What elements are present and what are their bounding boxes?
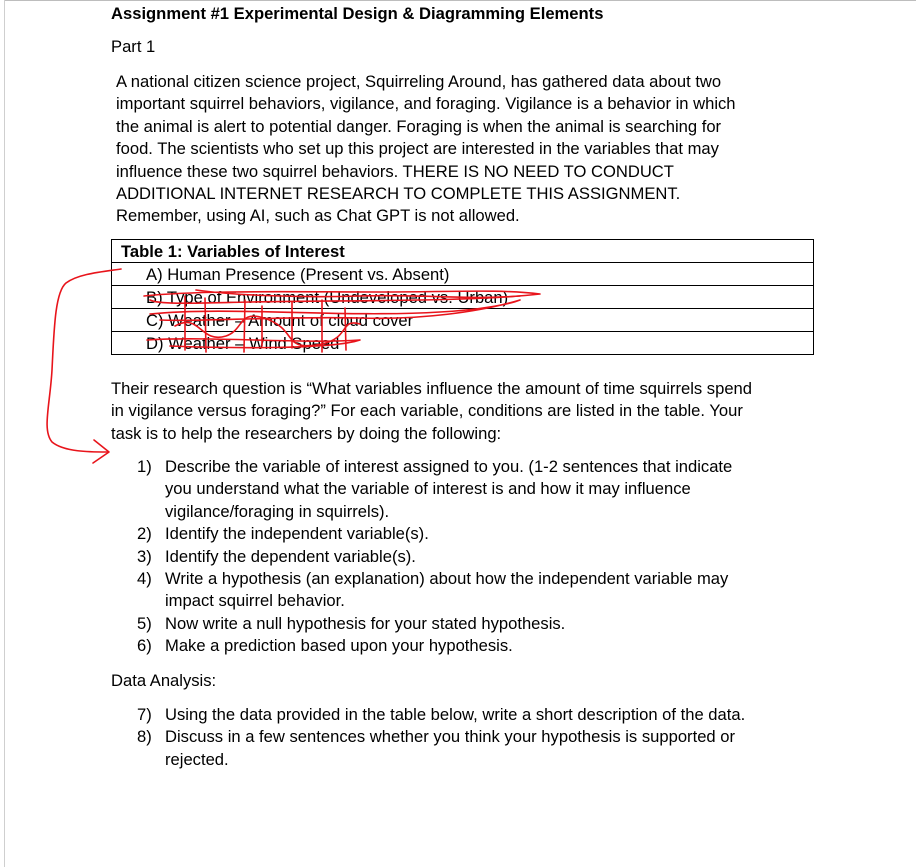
intro-line: important squirrel behaviors, vigilance, and foraging. Vigilance is a behavior in which	[116, 94, 736, 114]
task-number: 4)	[137, 569, 152, 589]
task-number: 6)	[137, 636, 152, 656]
task-item-1	[137, 456, 817, 523]
task-number: 2)	[137, 524, 152, 544]
table-row-d: D) Weather – Wind Speed	[112, 332, 814, 355]
page-left-border	[4, 0, 5, 867]
document-title: Assignment #1 Experimental Design & Diagramming Elements	[111, 4, 604, 23]
question-line: in vigilance versus foraging?” For each variable, conditions are listed in the table. Your	[111, 401, 743, 421]
task-text-line: Using the data provided in the table below, write a short description of the data.	[165, 705, 746, 724]
research-question-paragraph	[111, 378, 811, 445]
intro-line: A national citizen science project, Squirreling Around, has gathered data about two	[116, 72, 722, 91]
table-row-c: C) Weather – Amount of cloud cover	[112, 309, 814, 332]
part-label: Part 1	[111, 37, 156, 56]
task-item-4	[137, 568, 817, 613]
table-row-a: A) Human Presence (Present vs. Absent)	[112, 263, 814, 286]
task-number: 1)	[137, 457, 152, 476]
task-text-line: Make a prediction based upon your hypothesis.	[165, 636, 513, 656]
question-line: task is to help the researchers by doing the following:	[111, 423, 502, 443]
analysis-task-list	[137, 704, 817, 771]
intro-line: the animal is alert to potential danger. Foraging is when the animal is searching for	[116, 116, 722, 136]
task-item-6	[137, 635, 817, 657]
intro-paragraph	[111, 71, 811, 228]
variables-table	[111, 239, 814, 355]
task-item-8	[137, 726, 817, 771]
task-text-line: impact squirrel behavior.	[165, 591, 345, 611]
task-number: 7)	[137, 705, 152, 724]
intro-line: Remember, using AI, such as Chat GPT is not allowed.	[116, 206, 520, 226]
task-item-3	[137, 546, 817, 568]
task-text-line: Now write a null hypothesis for your stated hypothesis.	[165, 613, 566, 633]
data-analysis-heading: Data Analysis:	[111, 671, 217, 690]
task-number: 5)	[137, 613, 152, 633]
task-text-line: you understand what the variable of interest is and how it may influence	[165, 479, 691, 499]
task-text-line: Discuss in a few sentences whether you think your hypothesis is supported or	[165, 727, 736, 747]
task-item-5	[137, 613, 817, 635]
intro-line: food. The scientists who set up this project are interested in the variables that may	[116, 139, 719, 159]
task-number: 3)	[137, 546, 152, 566]
task-text-line: Identify the dependent variable(s).	[165, 546, 416, 566]
bracket-arrow-stroke	[47, 269, 121, 452]
task-item-2	[137, 523, 817, 545]
task-text-line: rejected.	[165, 749, 229, 769]
task-text-line: vigilance/foraging in squirrels).	[165, 501, 390, 521]
arrowhead-stroke	[93, 440, 109, 463]
page-top-border	[4, 0, 916, 1]
intro-line: ADDITIONAL INTERNET RESEARCH TO COMPLETE THIS ASSIGNMENT.	[116, 184, 681, 204]
intro-line: influence these two squirrel behaviors. THERE IS NO NEED TO CONDUCT	[116, 161, 674, 181]
table-row-b: B) Type of Environment (Undeveloped vs. Urban)	[112, 286, 814, 309]
task-list	[137, 456, 817, 658]
task-text-line: Identify the independent variable(s).	[165, 524, 429, 544]
task-text-line: Describe the variable of interest assigned to you. (1-2 sentences that indicate	[165, 457, 733, 476]
table-header: Table 1: Variables of Interest	[112, 240, 814, 263]
task-number: 8)	[137, 727, 152, 747]
task-text-line: Write a hypothesis (an explanation) about how the independent variable may	[165, 569, 729, 589]
task-item-7	[137, 704, 817, 726]
question-line: Their research question is “What variables influence the amount of time squirrels spend	[111, 379, 753, 398]
